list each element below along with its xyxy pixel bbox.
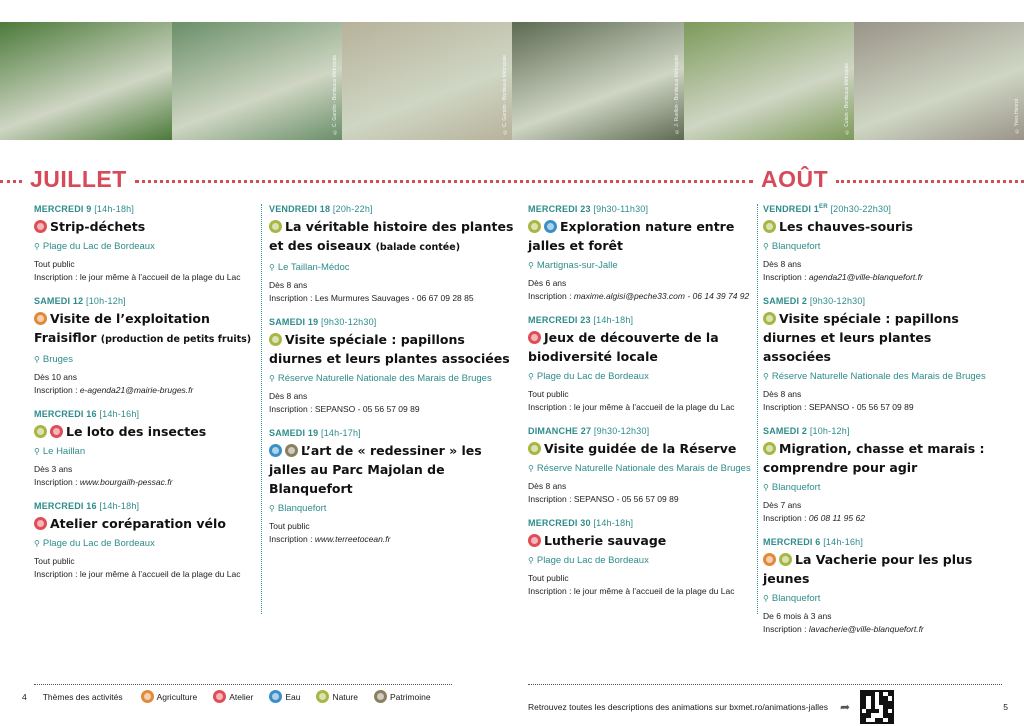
event-day: MERCREDI 23 <box>528 204 591 214</box>
event-title <box>763 217 1003 236</box>
event-title <box>528 217 752 255</box>
legend-label: Agriculture <box>156 691 198 702</box>
agri-theme-icon <box>34 312 47 325</box>
event-audience: Tout public <box>269 521 310 531</box>
footer-dots <box>34 684 452 685</box>
event-place-text: Réserve Naturelle Nationale des Marais de Bruges <box>277 373 492 384</box>
event-time: [14h-18h] <box>593 315 634 325</box>
event-audience: Tout public <box>34 259 75 269</box>
event-place <box>34 538 256 549</box>
event-registration <box>269 403 515 416</box>
event-title-text: La Vacherie pour les plus jeunes <box>763 552 973 586</box>
event-day: MERCREDI 23 <box>528 315 591 325</box>
event-audience: De 6 mois à 3 ans <box>763 611 832 621</box>
event-place-text: Blanquefort <box>771 241 821 252</box>
registration-label: Inscription : <box>269 293 315 303</box>
event-registration <box>34 568 256 581</box>
photo-credit: © J. Ruellon - Bordeaux Métropole <box>674 54 680 134</box>
registration-label: Inscription : <box>34 385 80 395</box>
registration-label: Inscription : <box>34 569 80 579</box>
event-registration <box>269 533 515 546</box>
event-info <box>269 279 515 305</box>
event-place <box>528 463 752 474</box>
event-item <box>34 204 256 284</box>
event-item <box>763 296 1003 414</box>
event-place-text: Martignas-sur-Jalle <box>536 260 618 271</box>
event-date <box>528 518 752 528</box>
location-pin-icon: ⚲ <box>34 447 40 456</box>
page-number-right: 5 <box>1003 702 1008 712</box>
event-day: MERCREDI 30 <box>528 518 591 528</box>
registration-value[interactable]: www.terreetocean.fr <box>314 534 391 544</box>
event-title <box>763 550 1003 588</box>
event-title <box>528 439 752 458</box>
event-info <box>763 610 1003 636</box>
photo-2 <box>172 22 342 140</box>
event-audience: Dès 8 ans <box>269 280 308 290</box>
event-title <box>528 531 752 550</box>
event-title <box>269 217 515 257</box>
photo-credit: © Yves Henrot <box>1014 99 1020 134</box>
event-place-text: Plage du Lac de Bordeaux <box>536 555 649 566</box>
event-title-text: Lutherie sauvage <box>544 533 667 548</box>
event-audience: Tout public <box>528 389 569 399</box>
event-place-text: Blanquefort <box>771 482 821 493</box>
event-time: [9h30-11h30] <box>593 204 649 214</box>
registration-value: Les Murmures Sauvages - 06 67 09 28 85 <box>314 293 474 303</box>
event-place-text: Réserve Naturelle Nationale des Marais de Bruges <box>771 371 986 382</box>
legend-item-atelier <box>213 690 253 703</box>
location-pin-icon: ⚲ <box>34 539 40 548</box>
event-day: SAMEDI 12 <box>34 296 84 306</box>
event-place <box>763 371 1003 382</box>
photo-credit: © Cutain - Bordeaux Métropole <box>844 62 850 134</box>
legend-item-patri <box>374 690 431 703</box>
event-title-text: Strip-déchets <box>50 219 146 234</box>
legend-label: Nature <box>332 691 358 702</box>
event-registration <box>34 476 256 489</box>
registration-value[interactable]: agenda21@ville-blanquefort.fr <box>808 272 923 282</box>
event-audience: Tout public <box>34 556 75 566</box>
event-day: SAMEDI 2 <box>763 426 808 436</box>
registration-label: Inscription : <box>763 402 809 412</box>
footer-dots <box>528 684 1002 685</box>
event-day: VENDREDI 1 <box>763 204 820 214</box>
event-registration <box>763 271 1003 284</box>
registration-label: Inscription : <box>528 291 574 301</box>
event-date <box>34 409 256 419</box>
event-place <box>763 593 1003 604</box>
event-place-text: Blanquefort <box>277 503 327 514</box>
event-title-text: Migration, chasse et marais : comprendre pour agir <box>763 441 985 475</box>
legend-label: Patrimoine <box>389 691 431 702</box>
event-title <box>34 217 256 236</box>
event-place-text: Plage du Lac de Bordeaux <box>536 371 649 382</box>
registration-label: Inscription : <box>269 404 315 414</box>
nature-theme-icon <box>528 220 541 233</box>
event-title <box>34 309 256 349</box>
event-info <box>34 555 256 581</box>
registration-value[interactable]: maxime.algisi@peche33.com - 06 14 39 74 92 <box>573 291 750 301</box>
event-date <box>763 537 1003 547</box>
event-day: SAMEDI 19 <box>269 428 319 438</box>
event-place <box>763 241 1003 252</box>
nature-theme-icon <box>763 220 776 233</box>
event-date <box>528 315 752 325</box>
atelier-theme-icon <box>528 331 541 344</box>
location-pin-icon: ⚲ <box>763 372 769 381</box>
event-subtitle: (balade contée) <box>375 242 461 253</box>
event-item <box>34 296 256 397</box>
eau-theme-icon <box>269 690 282 703</box>
event-info <box>763 388 1003 414</box>
event-item <box>763 426 1003 525</box>
event-place <box>34 446 256 457</box>
event-title-text: Les chauves-souris <box>779 219 913 234</box>
nature-theme-icon <box>779 553 792 566</box>
patri-theme-icon <box>285 444 298 457</box>
photo-3 <box>342 22 512 140</box>
more-info-link[interactable]: Retrouvez toutes les descriptions des animations sur bxmet.ro/animations-jalles <box>528 702 828 712</box>
event-time: [10h-12h] <box>86 296 126 306</box>
event-title-text: Exploration nature entre jalles et forêt <box>528 219 735 253</box>
event-title-text: Le loto des insectes <box>66 424 207 439</box>
event-day: MERCREDI 6 <box>763 537 821 547</box>
location-pin-icon: ⚲ <box>528 261 534 270</box>
atelier-theme-icon <box>34 517 47 530</box>
events-column-1 <box>34 204 256 593</box>
registration-value[interactable]: e-agenda21@mairie-bruges.fr <box>79 385 194 395</box>
event-day: VENDREDI 18 <box>269 204 331 214</box>
month-title-aout: AOÛT <box>761 165 829 192</box>
column-divider <box>261 204 262 614</box>
month-header-juillet <box>0 167 753 191</box>
photo-credit: © C. Garolin - Bordeaux Métropole <box>332 54 338 134</box>
agri-theme-icon <box>141 690 154 703</box>
registration-value: le jour même à l’accueil de la plage du Lac <box>573 586 735 596</box>
event-registration <box>763 512 1003 525</box>
event-place-text: Blanquefort <box>771 593 821 604</box>
event-date <box>528 426 752 436</box>
event-place-text: Le Taillan-Médoc <box>277 262 350 273</box>
registration-value[interactable]: www.bourgailh-pessac.fr <box>79 477 173 487</box>
month-title-juillet: JUILLET <box>30 165 127 192</box>
event-audience: Dès 3 ans <box>34 464 73 474</box>
photo-strip <box>0 22 1024 140</box>
event-title <box>763 439 1003 477</box>
event-registration <box>34 271 256 284</box>
registration-value[interactable]: lavacherie@ville-blanquefort.fr <box>808 624 924 634</box>
event-day: MERCREDI 9 <box>34 204 92 214</box>
registration-value: le jour même à l’accueil de la plage du Lac <box>79 272 241 282</box>
month-dots-left <box>0 180 22 184</box>
legend-label: Eau <box>285 691 301 702</box>
event-day: DIMANCHE 27 <box>528 426 592 436</box>
month-dots-right <box>135 180 753 184</box>
registration-value: SEPANSO - 05 56 57 09 89 <box>573 494 679 504</box>
event-title-text: La véritable histoire des plantes et des oiseaux <box>269 219 514 253</box>
event-registration <box>763 623 1003 636</box>
event-time: [20h-22h] <box>332 204 373 214</box>
event-title-text: Visite de l’exploitation Fraisiflor <box>34 311 210 345</box>
atelier-theme-icon <box>213 690 226 703</box>
event-date <box>763 426 1003 436</box>
event-time: [9h30-12h30] <box>321 317 377 327</box>
event-place-text: Le Haillan <box>42 446 86 457</box>
events-column-4 <box>763 204 1003 648</box>
nature-theme-icon <box>763 442 776 455</box>
event-title-text: Visite spéciale : papillons diurnes et leurs plantes associées <box>763 311 959 364</box>
event-time: [20h30-22h30] <box>830 204 892 214</box>
event-audience: Dès 10 ans <box>34 372 77 382</box>
event-info <box>34 463 256 489</box>
event-info <box>34 371 256 397</box>
location-pin-icon: ⚲ <box>34 355 40 364</box>
event-time: [14h-16h] <box>823 537 864 547</box>
event-registration <box>528 493 752 506</box>
event-item <box>34 501 256 581</box>
registration-label: Inscription : <box>34 272 80 282</box>
event-date <box>763 204 1003 214</box>
event-day: SAMEDI 19 <box>269 317 319 327</box>
event-item <box>528 204 752 303</box>
location-pin-icon: ⚲ <box>269 504 275 513</box>
nature-theme-icon <box>269 333 282 346</box>
registration-label: Inscription : <box>528 494 574 504</box>
event-day-sup: ER <box>819 204 828 210</box>
registration-value: le jour même à l’accueil de la plage du Lac <box>573 402 735 412</box>
patri-theme-icon <box>374 690 387 703</box>
events-column-3 <box>528 204 752 610</box>
legend-title: Thèmes des activités <box>42 691 123 702</box>
event-registration <box>34 384 256 397</box>
event-place <box>34 354 256 365</box>
atelier-theme-icon <box>528 534 541 547</box>
event-date <box>763 296 1003 306</box>
event-place <box>763 482 1003 493</box>
photo-6 <box>854 22 1024 140</box>
event-audience: Dès 8 ans <box>528 481 567 491</box>
event-time: [14h-18h] <box>99 501 140 511</box>
event-title <box>269 441 515 498</box>
location-pin-icon: ⚲ <box>763 594 769 603</box>
event-registration <box>528 401 752 414</box>
registration-value[interactable]: 06 08 11 95 62 <box>808 513 865 523</box>
atelier-theme-icon <box>50 425 63 438</box>
event-registration <box>528 290 752 303</box>
event-place-text: Bruges <box>42 354 73 365</box>
agri-theme-icon <box>763 553 776 566</box>
event-item <box>269 204 515 305</box>
registration-value: SEPANSO - 05 56 57 09 89 <box>314 404 420 414</box>
event-item <box>528 426 752 506</box>
event-time: [14h-17h] <box>321 428 361 438</box>
event-info <box>269 520 515 546</box>
registration-label: Inscription : <box>763 513 809 523</box>
event-place <box>269 503 515 514</box>
event-title <box>34 514 256 533</box>
event-item <box>528 518 752 598</box>
event-day: SAMEDI 2 <box>763 296 808 306</box>
event-date <box>269 428 515 438</box>
event-audience: Dès 8 ans <box>763 259 802 269</box>
nature-theme-icon <box>528 442 541 455</box>
event-registration <box>269 292 515 305</box>
event-place-text: Plage du Lac de Bordeaux <box>42 241 155 252</box>
event-info <box>763 499 1003 525</box>
photo-credit: © C. Garolin - Bordeaux Métropole <box>502 54 508 134</box>
event-time: [9h30-12h30] <box>809 296 866 306</box>
event-place <box>34 241 256 252</box>
location-pin-icon: ⚲ <box>269 374 275 383</box>
event-day: MERCREDI 16 <box>34 409 97 419</box>
registration-label: Inscription : <box>528 586 574 596</box>
event-place <box>269 262 515 273</box>
event-item <box>528 315 752 414</box>
event-time: [9h30-12h30] <box>593 426 650 436</box>
location-pin-icon: ⚲ <box>763 483 769 492</box>
eau-theme-icon <box>544 220 557 233</box>
event-info <box>34 258 256 284</box>
nature-theme-icon <box>34 425 47 438</box>
location-pin-icon: ⚲ <box>269 263 275 272</box>
registration-value: SEPANSO - 05 56 57 09 89 <box>808 402 914 412</box>
event-place-text: Réserve Naturelle Nationale des Marais de Bruges <box>536 463 751 474</box>
event-title-text: L’art de « redessiner » les jalles au Parc Majolan de Blanquefort <box>269 443 482 496</box>
legend-item-eau <box>269 690 300 703</box>
footer-legend <box>22 690 452 703</box>
legend-items <box>141 690 447 703</box>
registration-label: Inscription : <box>269 534 315 544</box>
event-time: [14h-16h] <box>99 409 140 419</box>
event-registration <box>528 585 752 598</box>
event-title <box>269 330 515 368</box>
event-title <box>763 309 1003 366</box>
event-registration <box>763 401 1003 414</box>
registration-label: Inscription : <box>34 477 80 487</box>
month-header-aout <box>753 167 1024 191</box>
event-date <box>528 204 752 214</box>
event-title <box>34 422 256 441</box>
event-item <box>763 204 1003 284</box>
event-item <box>269 317 515 416</box>
qr-code-icon[interactable] <box>860 690 894 724</box>
event-info <box>269 390 515 416</box>
event-item <box>269 428 515 546</box>
event-info <box>763 258 1003 284</box>
registration-label: Inscription : <box>763 624 809 634</box>
photo-5 <box>684 22 854 140</box>
event-info <box>528 388 752 414</box>
atelier-theme-icon <box>34 220 47 233</box>
legend-label: Atelier <box>229 691 254 702</box>
location-pin-icon: ⚲ <box>528 464 534 473</box>
event-date <box>34 204 256 214</box>
event-title-text: Visite guidée de la Réserve <box>544 441 737 456</box>
event-time: [10h-12h] <box>809 426 850 436</box>
column-divider <box>757 204 758 614</box>
nature-theme-icon <box>269 220 282 233</box>
event-place <box>528 555 752 566</box>
event-place <box>528 371 752 382</box>
event-date <box>269 204 515 214</box>
event-day: MERCREDI 16 <box>34 501 97 511</box>
event-info <box>528 277 752 303</box>
events-column-2 <box>269 204 515 558</box>
nature-theme-icon <box>316 690 329 703</box>
registration-label: Inscription : <box>763 272 809 282</box>
arrow-icon: ➦ <box>840 700 851 714</box>
page-number-left: 4 <box>22 691 27 702</box>
location-pin-icon: ⚲ <box>528 372 534 381</box>
nature-theme-icon <box>763 312 776 325</box>
event-title <box>528 328 752 366</box>
photo-4 <box>512 22 684 140</box>
event-title-text: Atelier coréparation vélo <box>50 516 226 531</box>
event-time: [14h-18h] <box>94 204 135 214</box>
event-place-text: Plage du Lac de Bordeaux <box>42 538 155 549</box>
registration-label: Inscription : <box>528 402 574 412</box>
event-audience: Dès 8 ans <box>763 389 802 399</box>
month-dots-right <box>836 180 1024 184</box>
location-pin-icon: ⚲ <box>763 242 769 251</box>
event-info <box>528 480 752 506</box>
event-title-text: Visite spéciale : papillons diurnes et leurs plantes associées <box>269 332 510 366</box>
event-place <box>269 373 515 384</box>
event-date <box>269 317 515 327</box>
event-audience: Dès 7 ans <box>763 500 802 510</box>
event-item <box>34 409 256 489</box>
event-audience: Tout public <box>528 573 569 583</box>
legend-item-nature <box>316 690 358 703</box>
event-audience: Dès 6 ans <box>528 278 567 288</box>
footer-more-info <box>528 690 1008 724</box>
legend-item-agri <box>141 690 198 703</box>
eau-theme-icon <box>269 444 282 457</box>
registration-value: le jour même à l’accueil de la plage du Lac <box>79 569 241 579</box>
event-date <box>34 501 256 511</box>
event-time: [14h-18h] <box>593 518 634 528</box>
photo-1 <box>0 22 172 140</box>
event-info <box>528 572 752 598</box>
event-place <box>528 260 752 271</box>
location-pin-icon: ⚲ <box>34 242 40 251</box>
event-subtitle: (production de petits fruits) <box>100 334 252 345</box>
location-pin-icon: ⚲ <box>528 556 534 565</box>
event-title-text: Jeux de découverte de la biodiversité locale <box>528 330 719 364</box>
event-item <box>763 537 1003 636</box>
event-date <box>34 296 256 306</box>
event-audience: Dès 8 ans <box>269 391 308 401</box>
